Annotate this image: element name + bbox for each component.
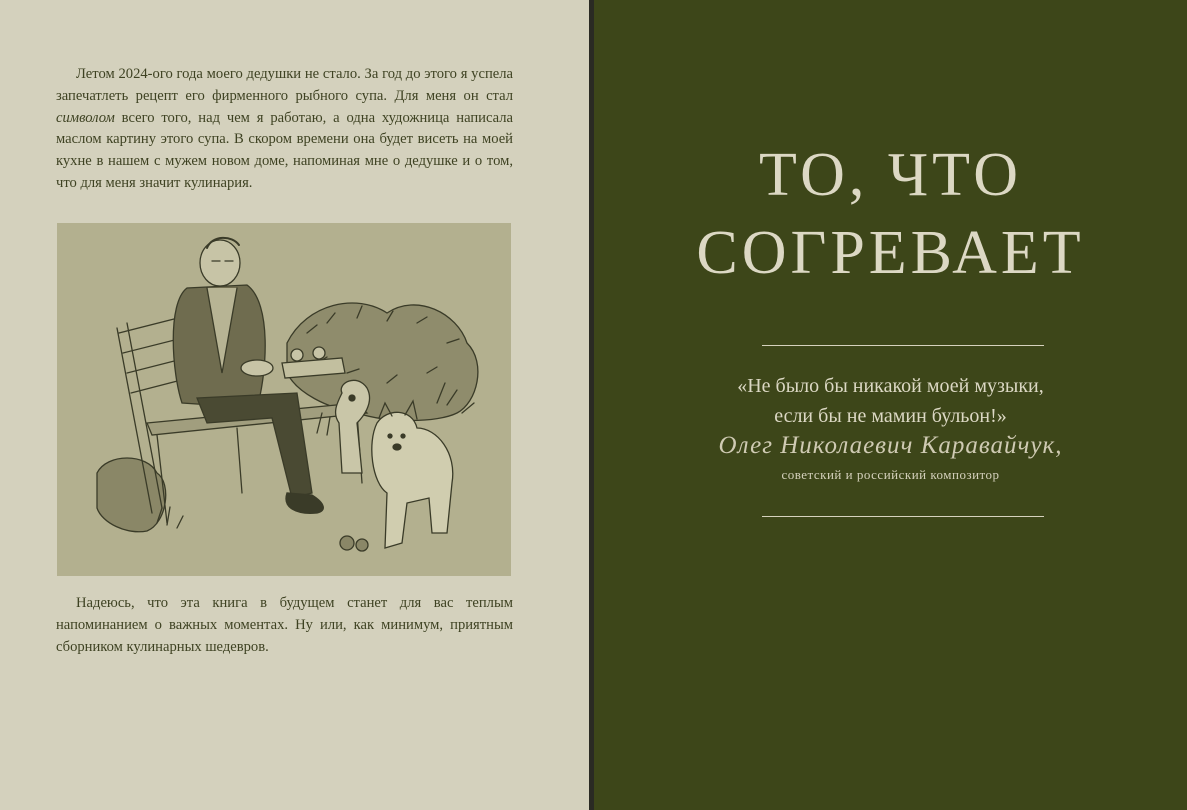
intro-paragraph <box>56 64 513 195</box>
top-divider <box>762 345 1044 346</box>
quote-line-1: «Не было бы никакой моей музыки, <box>737 375 1044 397</box>
illustration-drawing <box>57 223 511 576</box>
left-page <box>0 0 589 810</box>
title-line-1: ТО, ЧТО <box>759 141 1022 209</box>
intro-text-end: всего того, над чем я работаю, а одна художница написала маслом картину этого супа. В скором времени она будет висеть на моей кухне в нашем с мужем новом доме, напоминая мне о дедушке и о том, что для меня значит кулинария. <box>56 109 513 191</box>
author-role: советский и российский композитор <box>781 467 1000 482</box>
closing-paragraph: Надеюсь, что эта книга в будущем станет для вас теплым напоминанием о важных моментах. Ну или, как минимум, приятным сборником кулинарных шедевров. <box>56 595 513 655</box>
bottom-divider <box>762 516 1044 517</box>
title-line-2: СОГРЕВАЕТ <box>696 219 1085 287</box>
intro-text-emphasis: символом <box>56 109 115 126</box>
grandfather-illustration <box>57 223 511 576</box>
intro-text-start: Летом 2024-ого года моего дедушки не стало. За год до этого я успела запечатлеть рецепт его фирменного рыбного супа. Для меня он стал <box>56 66 513 104</box>
quote-line-2: если бы не мамин бульон!» <box>774 405 1007 427</box>
quote-author: Олег Николаевич Каравайчук, <box>718 432 1063 459</box>
right-page <box>594 0 1187 810</box>
